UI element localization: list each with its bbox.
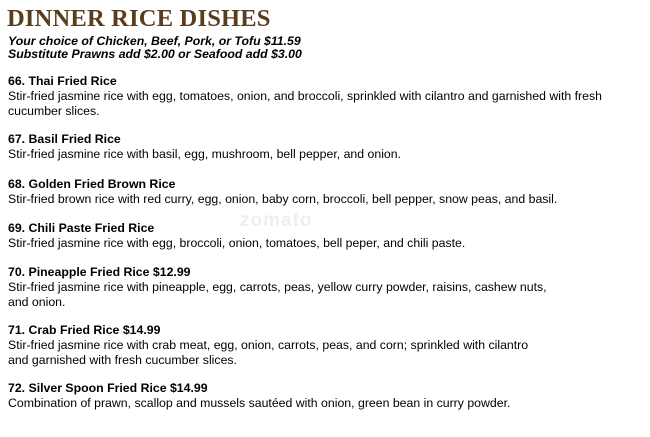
substitution-note: Substitute Prawns add $2.00 or Seafood add $3.00 xyxy=(8,47,302,61)
menu-item-description-line: Stir-fried jasmine rice with pineapple, egg, carrots, peas, yellow curry powder, raisins, cashew nuts, xyxy=(8,280,547,294)
menu-item-description: Stir-fried jasmine rice with egg, tomatoes, onion, and broccoli, sprinkled with cilantro and garnished with fresh cucumber slices. xyxy=(8,89,602,118)
menu-item-name: 67. Basil Fried Rice xyxy=(8,132,121,146)
menu-item-description: Stir-fried jasmine rice with egg, broccoli, onion, tomatoes, bell peper, and chili paste. xyxy=(8,236,466,250)
menu-item-description: Combination of prawn, scallop and mussels sautéed with onion, green bean in curry powder. xyxy=(8,396,511,410)
menu-item-name: 68. Golden Fried Brown Rice xyxy=(8,177,176,191)
menu-item-name: 72. Silver Spoon Fried Rice $14.99 xyxy=(8,381,208,395)
menu-item-description-line: and onion. xyxy=(8,295,66,309)
menu-section-title: DINNER RICE DISHES xyxy=(7,5,271,32)
menu-item-name: 66. Thai Fried Rice xyxy=(8,74,117,88)
menu-item-description: Stir-fried jasmine rice with basil, egg, mushroom, bell pepper, and onion. xyxy=(8,147,402,161)
menu-item xyxy=(8,177,644,207)
menu-item xyxy=(8,74,644,119)
menu-item-name: 70. Pineapple Fried Rice $12.99 xyxy=(8,265,191,279)
menu-item-description: Stir-fried brown rice with red curry, egg, onion, baby corn, broccoli, bell pepper, snow peas, and basil. xyxy=(8,192,558,206)
menu-item-description-line: and garnished with fresh cucumber slices. xyxy=(8,353,237,367)
menu-item xyxy=(8,323,644,368)
menu-item xyxy=(8,265,644,310)
menu-item-description-line: Stir-fried jasmine rice with crab meat, egg, onion, carrots, peas, and corn; sprinkled with cilantro xyxy=(8,338,529,352)
menu-item-name: 71. Crab Fried Rice $14.99 xyxy=(8,323,161,337)
menu-item xyxy=(8,381,644,411)
menu-item-name: 69. Chili Paste Fried Rice xyxy=(8,221,155,235)
menu-item xyxy=(8,221,644,251)
watermark-logo: zomato xyxy=(240,210,313,231)
menu-item xyxy=(8,132,644,162)
protein-choice-note: Your choice of Chicken, Beef, Pork, or Tofu $11.59 xyxy=(8,34,301,48)
